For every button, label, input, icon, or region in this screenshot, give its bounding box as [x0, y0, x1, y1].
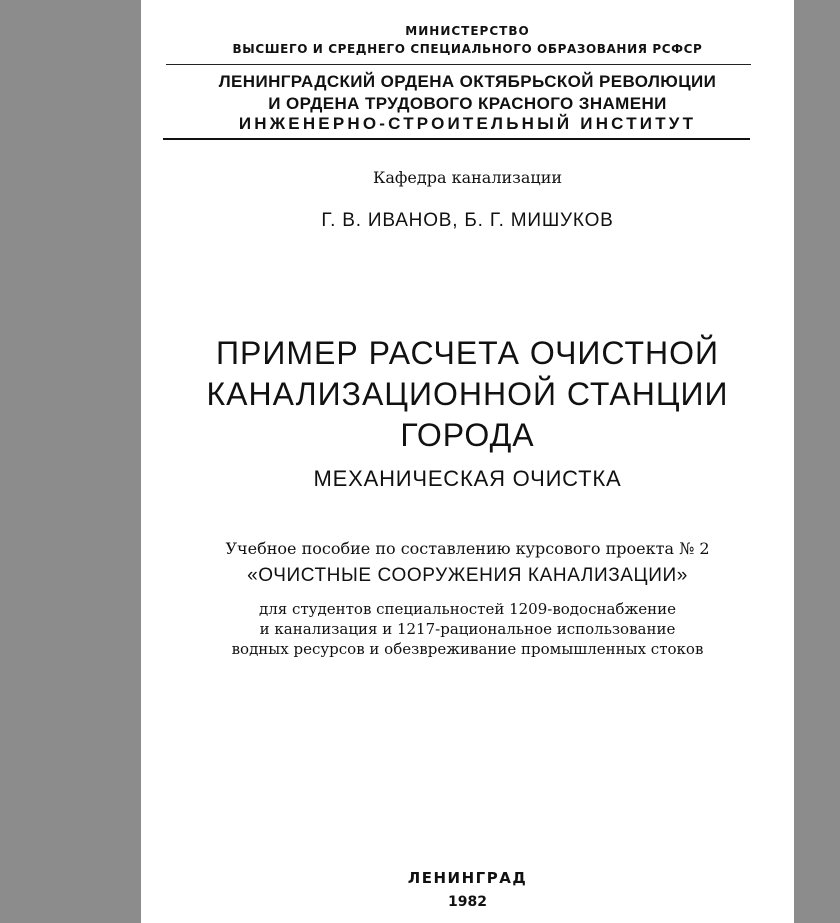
authors: Г. В. ИВАНОВ, Б. Г. МИШУКОВ: [321, 210, 614, 231]
publication-year: 1982: [448, 894, 487, 910]
institute-line-1: ЛЕНИНГРАДСКИЙ ОРДЕНА ОКТЯБРЬСКОЙ РЕВОЛЮЦИИ: [218, 72, 717, 91]
title-line-3: ГОРОДА: [400, 417, 535, 453]
description-line-1: Учебное пособие по составлению курсового проекта № 2: [225, 539, 710, 558]
description-line-5: водных ресурсов и обезвреживание промышленных стоков: [231, 640, 704, 658]
header-divider-thick: [163, 138, 750, 140]
publication-city: ЛЕНИНГРАД: [407, 869, 528, 887]
institute-line-2: И ОРДЕНА ТРУДОВОГО КРАСНОГО ЗНАМЕНИ: [268, 94, 667, 113]
department: Кафедра канализации: [372, 168, 563, 187]
title-line-1: ПРИМЕР РАСЧЕТА ОЧИСТНОЙ: [216, 335, 719, 371]
institute-line-3: ИНЖЕНЕРНО-СТРОИТЕЛЬНЫЙ ИНСТИТУТ: [238, 114, 697, 133]
title-page: [141, 0, 794, 923]
header-divider-thin: [166, 64, 751, 65]
ministry-line-2: ВЫСШЕГО И СРЕДНЕГО СПЕЦИАЛЬНОГО ОБРАЗОВАНИЯ РСФСР: [232, 42, 703, 56]
subtitle: МЕХАНИЧЕСКАЯ ОЧИСТКА: [313, 466, 622, 491]
description-line-4: и канализация и 1217-рациональное использование: [259, 620, 676, 638]
description-line-2: «ОЧИСТНЫЕ СООРУЖЕНИЯ КАНАЛИЗАЦИИ»: [247, 565, 688, 586]
description-line-3: для студентов специальностей 1209-водоснабжение: [258, 600, 676, 618]
ministry-line-1: МИНИСТЕРСТВО: [405, 24, 530, 38]
title-line-2: КАНАЛИЗАЦИОННОЙ СТАНЦИИ: [206, 376, 729, 412]
